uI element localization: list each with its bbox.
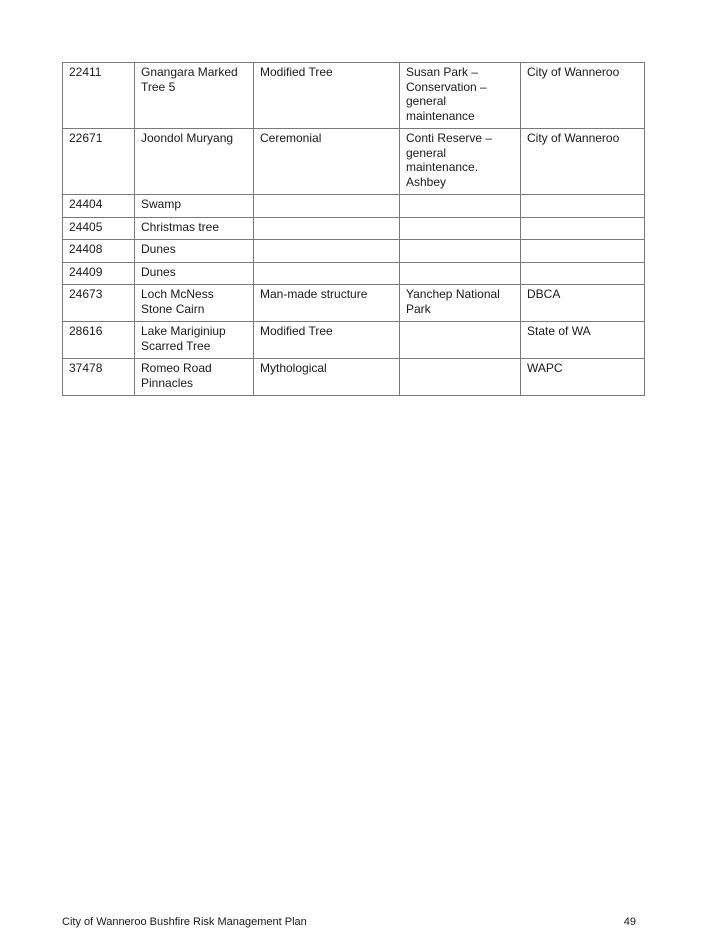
site-type-cell: Ceremonial bbox=[254, 129, 400, 195]
site-name-cell: Loch McNess Stone Cairn bbox=[135, 285, 254, 322]
land-manager-cell: WAPC bbox=[521, 359, 645, 396]
land-manager-cell: City of Wanneroo bbox=[521, 129, 645, 195]
table-row bbox=[63, 262, 645, 285]
table-row bbox=[63, 63, 645, 129]
land-manager-cell bbox=[521, 262, 645, 285]
site-id-cell: 24673 bbox=[63, 285, 135, 322]
land-manager-cell bbox=[521, 240, 645, 263]
table-row bbox=[63, 322, 645, 359]
location-cell: Susan Park – Conservation – general maintenance bbox=[400, 63, 521, 129]
site-name-cell: Christmas tree bbox=[135, 217, 254, 240]
footer-document-title: City of Wanneroo Bushfire Risk Management Plan bbox=[62, 916, 307, 928]
location-cell bbox=[400, 262, 521, 285]
site-id-cell: 28616 bbox=[63, 322, 135, 359]
table-row bbox=[63, 285, 645, 322]
site-name-cell: Swamp bbox=[135, 195, 254, 218]
site-name-cell: Joondol Muryang bbox=[135, 129, 254, 195]
land-manager-cell: State of WA bbox=[521, 322, 645, 359]
footer-page-number: 49 bbox=[623, 916, 636, 928]
site-id-cell: 37478 bbox=[63, 359, 135, 396]
table-row bbox=[63, 129, 645, 195]
land-manager-cell bbox=[521, 217, 645, 240]
location-cell: Yanchep National Park bbox=[400, 285, 521, 322]
site-type-cell bbox=[254, 262, 400, 285]
location-cell bbox=[400, 359, 521, 396]
site-name-cell: Lake Mariginiup Scarred Tree bbox=[135, 322, 254, 359]
land-manager-cell: DBCA bbox=[521, 285, 645, 322]
site-id-cell: 22411 bbox=[63, 63, 135, 129]
site-id-cell: 24409 bbox=[63, 262, 135, 285]
land-manager-cell bbox=[521, 195, 645, 218]
location-cell: Conti Reserve – general maintenance. Ashbey bbox=[400, 129, 521, 195]
site-name-cell: Romeo Road Pinnacles bbox=[135, 359, 254, 396]
site-type-cell: Modified Tree bbox=[254, 63, 400, 129]
site-id-cell: 24408 bbox=[63, 240, 135, 263]
table-row bbox=[63, 217, 645, 240]
site-type-cell bbox=[254, 195, 400, 218]
table-row bbox=[63, 195, 645, 218]
site-name-cell: Gnangara Marked Tree 5 bbox=[135, 63, 254, 129]
site-type-cell: Mythological bbox=[254, 359, 400, 396]
location-cell bbox=[400, 240, 521, 263]
site-id-cell: 24404 bbox=[63, 195, 135, 218]
site-type-cell: Modified Tree bbox=[254, 322, 400, 359]
site-type-cell bbox=[254, 217, 400, 240]
location-cell bbox=[400, 195, 521, 218]
site-name-cell: Dunes bbox=[135, 262, 254, 285]
table-row bbox=[63, 359, 645, 396]
location-cell bbox=[400, 322, 521, 359]
site-id-cell: 24405 bbox=[63, 217, 135, 240]
land-manager-cell: City of Wanneroo bbox=[521, 63, 645, 129]
table-row bbox=[63, 240, 645, 263]
site-name-cell: Dunes bbox=[135, 240, 254, 263]
site-type-cell: Man-made structure bbox=[254, 285, 400, 322]
location-cell bbox=[400, 217, 521, 240]
site-id-cell: 22671 bbox=[63, 129, 135, 195]
heritage-sites-table bbox=[62, 62, 645, 396]
site-type-cell bbox=[254, 240, 400, 263]
